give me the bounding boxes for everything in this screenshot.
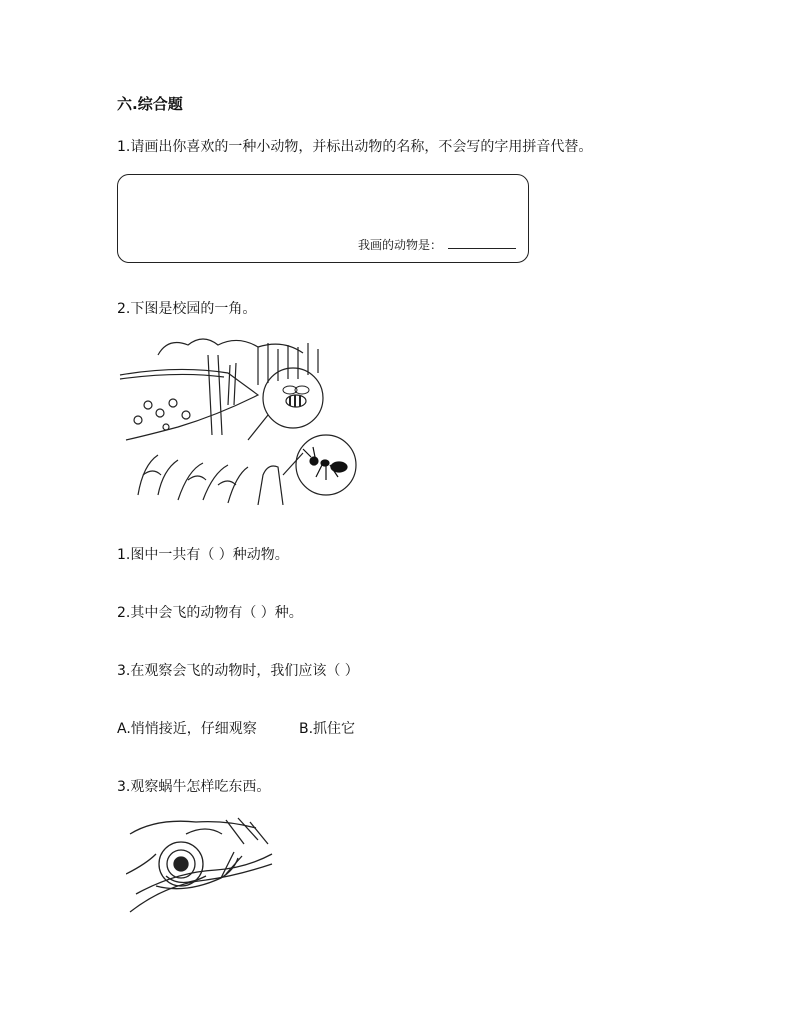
answer-label: 我画的动物是： bbox=[357, 238, 442, 252]
snail-illustration bbox=[126, 814, 274, 914]
option-a[interactable]: A.悄悄接近，仔细观察 bbox=[117, 721, 257, 737]
drawing-answer-box[interactable] bbox=[117, 174, 529, 263]
question-3-prompt: 3.观察蜗牛怎样吃东西。 bbox=[117, 779, 271, 795]
question-2-prompt: 2.下图是校园的一角。 bbox=[117, 301, 257, 317]
question-2-sub-1: 1.图中一共有（ ）种动物。 bbox=[117, 547, 289, 563]
question-1-prompt: 1.请画出你喜欢的一种小动物，并标出动物的名称，不会写的字用拼音代替。 bbox=[117, 139, 593, 155]
campus-illustration bbox=[118, 335, 358, 505]
question-2-sub-2: 2.其中会飞的动物有（ ）种。 bbox=[117, 605, 303, 621]
section-title: 六.综合题 bbox=[117, 95, 183, 113]
question-2-sub-3: 3.在观察会飞的动物时，我们应该（ ） bbox=[117, 663, 359, 679]
option-b[interactable]: B.抓住它 bbox=[299, 721, 356, 737]
answer-blank-line[interactable] bbox=[448, 248, 516, 249]
